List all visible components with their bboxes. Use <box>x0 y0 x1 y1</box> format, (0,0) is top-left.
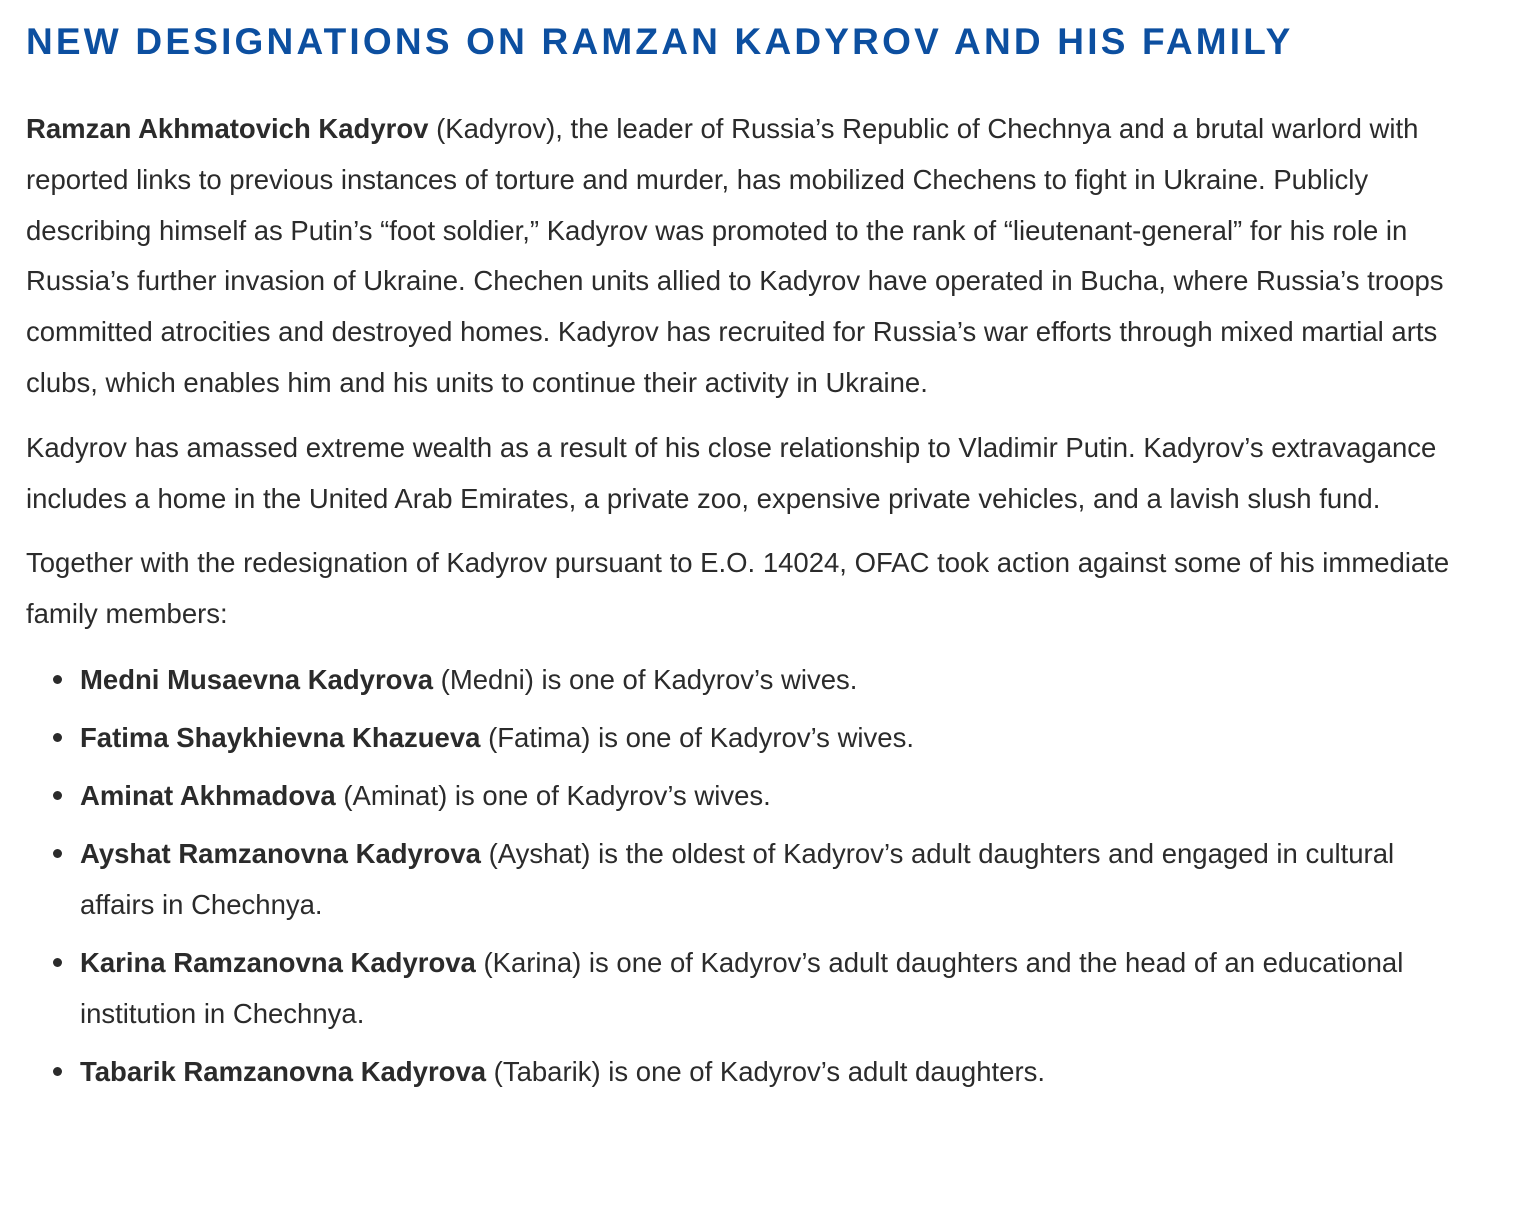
member-description: (Medni) is one of Kadyrov’s wives. <box>433 663 858 695</box>
member-description: (Fatima) is one of Kadyrov’s wives. <box>480 721 914 753</box>
bullet-icon <box>53 958 62 967</box>
bullet-icon <box>53 849 62 858</box>
member-description: (Aminat) is one of Kadyrov’s wives. <box>335 779 771 811</box>
member-description: (Ayshat) is the oldest of Kadyrov’s adult daughters and engaged in cultural affairs in Chechnya. <box>80 837 1395 920</box>
bullet-icon <box>53 791 62 800</box>
member-description: (Tabarik) is one of Kadyrov’s adult daughters. <box>486 1055 1045 1087</box>
list-item <box>26 712 1420 763</box>
paragraph-wealth <box>26 423 1456 525</box>
list-item <box>26 654 1420 705</box>
member-name: Medni Musaevna Kadyrova <box>80 663 434 695</box>
bullet-icon <box>53 1067 62 1076</box>
member-name: Tabarik Ramzanovna Kadyrova <box>80 1055 487 1087</box>
list-item <box>26 1046 1420 1097</box>
paragraph-text: (Kadyrov), the leader of Russia’s Republic of Chechnya and a brutal warlord with reported links to previous instances of torture and murder, has mobilized Chechens to fight in Ukraine. Publicly describing himself as Putin’s “foot soldier,” Kadyrov was promoted to the rank of “lieutenant-general” for his role in Russia’s further invasion of Ukraine. Chechen units allied to Kadyrov have operated in Bucha, where Russia’s troops committed atrocities and destroyed homes. Kadyrov has recruited for Russia’s war efforts through mixed martial arts clubs, which enables him and his units to continue their activity in Ukraine. <box>26 113 1444 398</box>
list-item <box>26 770 1420 821</box>
bold-name: Ramzan Akhmatovich Kadyrov <box>26 113 429 144</box>
family-members-list <box>26 654 1512 1097</box>
bullet-icon <box>53 733 62 742</box>
paragraph-text: Together with the redesignation of Kadyrov pursuant to E.O. 14024, OFAC took action against some of his immediate family members: <box>26 547 1450 630</box>
member-description: (Karina) is one of Kadyrov’s adult daughters and the head of an educational institution in Chechnya. <box>80 946 1404 1029</box>
bullet-icon <box>53 675 62 684</box>
member-name: Karina Ramzanovna Kadyrova <box>80 946 476 978</box>
paragraph-family-intro <box>26 538 1456 640</box>
member-name: Ayshat Ramzanovna Kadyrova <box>80 837 481 869</box>
paragraph-text: Kadyrov has amassed extreme wealth as a result of his close relationship to Vladimir Putin. Kadyrov’s extravagance includes a home in the United Arab Emirates, a private zoo, expensive private vehicles, and a lavish slush fund. <box>26 431 1437 514</box>
member-name: Aminat Akhmadova <box>80 779 336 811</box>
paragraph-kadyrov-profile <box>26 104 1456 409</box>
list-item <box>26 937 1420 1039</box>
page-title: NEW DESIGNATIONS ON RAMZAN KADYROV AND HIS FAMILY <box>26 21 1294 62</box>
list-item <box>26 828 1420 930</box>
member-name: Fatima Shaykhievna Khazueva <box>80 721 481 753</box>
